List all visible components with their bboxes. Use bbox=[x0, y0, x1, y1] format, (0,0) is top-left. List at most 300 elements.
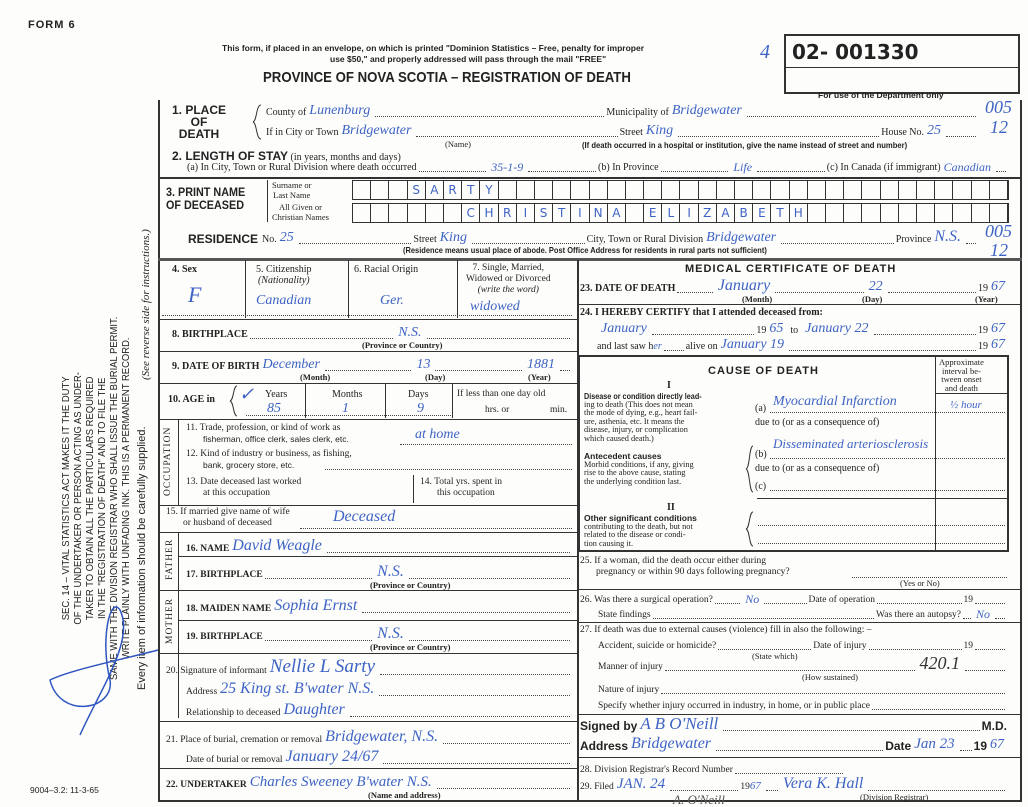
operation-date-label: Date of operation bbox=[808, 594, 875, 605]
county-value[interactable]: Lunenburg bbox=[309, 103, 371, 118]
side-line: SAME WITH THE DIVISION REGISTRAR WHO SHALL ISSUE THE BURIAL PERMIT. bbox=[108, 316, 120, 680]
age-days-label: Days bbox=[408, 389, 429, 400]
length-of-stay-note: (in years, months and days) bbox=[290, 152, 401, 163]
undertaker-row bbox=[166, 776, 572, 790]
dotted-leader bbox=[877, 603, 962, 604]
letter-box[interactable] bbox=[626, 204, 644, 222]
street-label: Street bbox=[619, 127, 643, 138]
part-1-label: I bbox=[667, 380, 671, 391]
dod-month[interactable]: January bbox=[717, 277, 771, 294]
letter-box[interactable]: Y bbox=[480, 181, 498, 199]
dotted-leader bbox=[419, 171, 487, 172]
dotted-leader bbox=[653, 618, 875, 619]
state-which-note: (State which) bbox=[752, 651, 798, 661]
dotted-leader bbox=[250, 338, 393, 339]
residence-no-value[interactable]: 25 bbox=[279, 230, 294, 245]
dotted-leader bbox=[868, 790, 1005, 791]
dotted-leader bbox=[975, 603, 1005, 604]
side-every-item: Every item of information should be carefully supplied. bbox=[136, 426, 148, 690]
house-label: House No. bbox=[881, 127, 925, 138]
letter-box[interactable] bbox=[899, 204, 917, 222]
to-year-prefix: 19 bbox=[978, 325, 988, 336]
form-label: FORM 6 bbox=[28, 19, 76, 31]
letter-box[interactable] bbox=[953, 204, 971, 222]
residence-province-value[interactable]: N.S. bbox=[934, 228, 961, 245]
stay-b-value[interactable]: Life bbox=[733, 160, 753, 174]
dotted-leader bbox=[747, 116, 976, 117]
stay-a-label: (a) In City, Town or Rural Division where death occurred bbox=[187, 162, 417, 173]
spouse-value[interactable]: Deceased bbox=[333, 508, 396, 525]
letter-box[interactable] bbox=[917, 181, 935, 199]
dod-day-note: (Day) bbox=[862, 294, 883, 304]
letter-box[interactable] bbox=[681, 181, 699, 199]
attended-to[interactable]: January 22 bbox=[805, 321, 869, 336]
dotted-leader bbox=[652, 334, 754, 335]
residence-label: RESIDENCE bbox=[188, 232, 259, 246]
letter-box[interactable]: A bbox=[717, 204, 735, 222]
father-birthplace-row bbox=[186, 563, 572, 580]
place-row-2 bbox=[266, 124, 978, 138]
from-year-prefix: 19 bbox=[756, 325, 767, 336]
racial-origin-value[interactable]: Ger. bbox=[380, 293, 404, 308]
letter-box[interactable]: E bbox=[644, 204, 662, 222]
how-sustained-note: (How sustained) bbox=[802, 672, 858, 682]
county-label: County of bbox=[266, 107, 307, 118]
dotted-leader bbox=[995, 618, 1005, 619]
letter-box[interactable] bbox=[699, 181, 717, 199]
attended-from-year[interactable]: 65 bbox=[769, 321, 784, 336]
dotted-leader bbox=[888, 292, 976, 293]
age-months-value[interactable]: 1 bbox=[342, 401, 349, 416]
dob-month-note: (Month) bbox=[300, 372, 331, 382]
q27-nature-row bbox=[598, 681, 1007, 695]
letter-box[interactable]: T bbox=[553, 204, 571, 222]
letter-box[interactable] bbox=[626, 181, 644, 199]
informant-address-row bbox=[186, 680, 572, 697]
direct-cause-label: Disease or condition directly lead- ing to death (This does not mean the mode of dying, e.g., heart fail- ure, asthenia, etc. It means the disease, injury, or complication which caused death.) bbox=[584, 391, 702, 443]
last-saw-pronoun[interactable]: er bbox=[653, 341, 662, 352]
cause-b-label: (b) bbox=[755, 449, 767, 460]
department-code: 12 bbox=[990, 240, 1008, 260]
letter-box[interactable] bbox=[808, 204, 826, 222]
letter-box[interactable] bbox=[953, 181, 971, 199]
burial-place-value[interactable]: Bridgewater, N.S. bbox=[325, 728, 439, 745]
letter-box[interactable] bbox=[990, 181, 1008, 199]
letter-box[interactable] bbox=[771, 181, 789, 199]
letter-box[interactable] bbox=[844, 181, 862, 199]
letter-box[interactable] bbox=[972, 181, 990, 199]
injury-date-label: Date of injury bbox=[813, 640, 867, 651]
age-hrs-label: hrs. or bbox=[485, 405, 510, 415]
letter-box[interactable] bbox=[862, 181, 880, 199]
alive-year-prefix: 19 bbox=[978, 341, 988, 352]
q25-label: 25. If a woman, did the death occur either during pregnancy or within 90 days following pregnancy? bbox=[580, 556, 790, 577]
dotted-leader bbox=[416, 136, 617, 137]
dotted-leader bbox=[435, 370, 522, 371]
letter-box[interactable]: A bbox=[426, 181, 444, 199]
dob-label: 9. DATE OF BIRTH bbox=[172, 361, 260, 372]
dob-year[interactable]: 1881 bbox=[527, 357, 555, 372]
q26-row-1 bbox=[580, 591, 1007, 605]
cause-of-death-box bbox=[578, 355, 1009, 552]
letter-box[interactable] bbox=[371, 204, 389, 222]
length-of-stay-label: 2. LENGTH OF STAY bbox=[172, 149, 289, 163]
dotted-leader bbox=[718, 649, 811, 650]
dob-month[interactable]: December bbox=[262, 357, 320, 372]
letter-box[interactable] bbox=[790, 181, 808, 199]
letter-box[interactable] bbox=[371, 181, 389, 199]
q11-value[interactable]: at home bbox=[415, 427, 460, 442]
dod-year[interactable]: 67 bbox=[991, 279, 1005, 294]
father-birthplace-value[interactable]: N.S. bbox=[377, 563, 404, 580]
letter-box[interactable]: A bbox=[608, 204, 626, 222]
letter-box[interactable]: L bbox=[662, 204, 680, 222]
street-value[interactable]: King bbox=[645, 123, 674, 138]
dotted-leader bbox=[946, 136, 976, 137]
dob-day[interactable]: 13 bbox=[416, 357, 431, 372]
given-name-boxes[interactable] bbox=[352, 203, 1009, 223]
father-side-label: FATHER bbox=[165, 538, 175, 580]
mother-birthplace-value[interactable]: N.S. bbox=[377, 625, 404, 642]
father-name-label: 16. NAME bbox=[186, 543, 230, 554]
letter-box[interactable]: R bbox=[499, 204, 517, 222]
dotted-leader bbox=[715, 603, 740, 604]
letter-box[interactable]: E bbox=[753, 204, 771, 222]
stay-c-label: (c) In Canada (if immigrant) bbox=[826, 162, 941, 173]
letter-box[interactable]: I bbox=[681, 204, 699, 222]
letter-box[interactable]: H bbox=[480, 204, 498, 222]
accident-label: Accident, suicide or homicide? bbox=[598, 640, 717, 651]
letter-box[interactable] bbox=[517, 181, 535, 199]
letter-box[interactable] bbox=[826, 204, 844, 222]
letter-box[interactable]: N bbox=[590, 204, 608, 222]
letter-box[interactable] bbox=[535, 181, 553, 199]
relationship-label: Relationship to deceased bbox=[186, 707, 281, 718]
father-name-row bbox=[186, 537, 572, 554]
stay-a-value[interactable]: 35-1-9 bbox=[491, 160, 524, 174]
dotted-leader bbox=[350, 716, 570, 717]
manner-code: 420.1 bbox=[919, 653, 960, 673]
signed-by-label: Signed by bbox=[580, 719, 638, 733]
letter-box[interactable]: H bbox=[790, 204, 808, 222]
signed-by-value[interactable]: A B O'Neill bbox=[640, 714, 719, 733]
signature-year-prefix: 19 bbox=[973, 739, 987, 753]
cause-a-value[interactable]: Myocardial Infarction bbox=[773, 394, 897, 409]
birthplace-value[interactable]: N.S. bbox=[398, 325, 422, 340]
surname-boxes[interactable] bbox=[352, 180, 1009, 200]
due-to-1: due to (or as a consequence of) bbox=[755, 417, 880, 428]
birthplace-note: (Province or Country) bbox=[362, 340, 443, 350]
letter-box[interactable] bbox=[881, 181, 899, 199]
occupation-side-label: OCCUPATION bbox=[163, 426, 173, 496]
registration-prefix-mark: 4 bbox=[760, 41, 770, 63]
dotted-leader bbox=[664, 350, 684, 351]
residence-no-label: No. bbox=[262, 234, 277, 245]
dotted-leader bbox=[443, 743, 570, 744]
side-see-reverse: (See reverse side for instructions.) bbox=[140, 229, 152, 380]
burial-date-value[interactable]: January 24/67 bbox=[285, 748, 379, 765]
dotted-leader bbox=[327, 552, 570, 553]
side-line: TAKER TO OBTAIN ALL THE PARTICULARS REQUIRED bbox=[84, 376, 96, 621]
dotted-leader bbox=[362, 612, 570, 613]
residence-street-value[interactable]: King bbox=[439, 230, 467, 245]
dotted-leader bbox=[963, 618, 971, 619]
letter-box[interactable]: T bbox=[771, 204, 789, 222]
dotted-leader bbox=[677, 292, 712, 293]
alive-year[interactable]: 67 bbox=[991, 337, 1005, 352]
findings-label: State findings bbox=[598, 609, 651, 620]
burial-place-row bbox=[166, 728, 572, 745]
dob-year-note: (Year) bbox=[528, 372, 551, 382]
dotted-leader bbox=[723, 730, 979, 731]
letter-box[interactable] bbox=[389, 181, 407, 199]
letter-box[interactable] bbox=[735, 181, 753, 199]
mother-birthplace-note: (Province or Country) bbox=[370, 642, 451, 652]
brace-icon bbox=[229, 385, 238, 417]
mother-name-row bbox=[186, 597, 572, 614]
side-line: OF THE UNDERTAKER OR PERSON ACTING AS UNDER- bbox=[72, 372, 84, 625]
municipality-label: Municipality of bbox=[606, 107, 669, 118]
age-less-label: If less than one day old bbox=[457, 389, 546, 399]
place-row-1 bbox=[266, 104, 978, 118]
notice-line-1: This form, if placed in an envelope, on which is printed "Dominion Statistics – Free, penalty for improper bbox=[222, 43, 645, 53]
registrar-note: (Division Registrar) bbox=[860, 792, 929, 802]
residence-province-label: Province bbox=[895, 234, 932, 245]
age-years-value[interactable]: 85 bbox=[267, 401, 281, 416]
department-code: 12 bbox=[990, 117, 1008, 137]
letter-box[interactable] bbox=[862, 204, 880, 222]
mother-name-label: 18. MAIDEN NAME bbox=[186, 603, 272, 614]
q28-row bbox=[580, 761, 845, 775]
q26-row-2 bbox=[598, 606, 1007, 620]
letter-box[interactable] bbox=[644, 181, 662, 199]
mother-birthplace-row bbox=[186, 625, 572, 642]
other-conditions-label: Other significant conditions contributing to the death, but not related to the disease or condi- tion causing it. bbox=[584, 513, 697, 548]
attended-row bbox=[598, 322, 1008, 336]
cause-c-label: (c) bbox=[755, 481, 767, 492]
letter-box[interactable]: R bbox=[444, 181, 462, 199]
signature-year[interactable]: 67 bbox=[990, 737, 1004, 752]
q27-accident-row bbox=[598, 637, 1007, 651]
racial-origin-label: 6. Racial Origin bbox=[354, 264, 419, 275]
dotted-leader bbox=[661, 171, 729, 172]
q11-label: 11. Trade, profession, or kind of work as fisherman, office clerk, sales clerk, etc. bbox=[186, 423, 349, 444]
signed-by-row bbox=[580, 714, 1007, 733]
signature-date-label: Date bbox=[885, 739, 912, 753]
letter-box[interactable] bbox=[844, 204, 862, 222]
residence-city-value[interactable]: Bridgewater bbox=[706, 230, 777, 245]
dotted-leader bbox=[427, 338, 570, 339]
dotted-leader bbox=[781, 243, 894, 244]
undertaker-value[interactable]: Charles Sweeney B'water N.S. bbox=[249, 774, 432, 790]
letter-box[interactable] bbox=[935, 181, 953, 199]
attended-to-year[interactable]: 67 bbox=[991, 321, 1005, 336]
brace-icon bbox=[745, 445, 754, 493]
letter-box[interactable] bbox=[408, 204, 426, 222]
dod-month-note: (Month) bbox=[742, 294, 773, 304]
letter-box[interactable] bbox=[353, 181, 371, 199]
certify-label: 24. I HEREBY CERTIFY that I attended deceased from: bbox=[580, 307, 823, 318]
sex-value[interactable]: F bbox=[188, 282, 202, 307]
letter-box[interactable] bbox=[935, 204, 953, 222]
letter-box[interactable] bbox=[899, 181, 917, 199]
informant-signature[interactable]: Nellie L Sarty bbox=[269, 656, 376, 677]
q12-label: 12. Kind of industry or business, as fishing, bank, grocery store, etc. bbox=[186, 449, 352, 470]
father-birthplace-label: 17. BIRTHPLACE bbox=[186, 569, 263, 580]
q14-label: 14. Total yrs. spent in this occupation bbox=[420, 477, 503, 498]
letter-box[interactable] bbox=[608, 181, 626, 199]
letter-box[interactable] bbox=[571, 181, 589, 199]
dotted-leader bbox=[789, 350, 976, 351]
dotted-leader bbox=[716, 750, 883, 751]
letter-box[interactable]: S bbox=[535, 204, 553, 222]
undertaker-label: 22. UNDERTAKER bbox=[166, 779, 247, 790]
letter-box[interactable] bbox=[972, 204, 990, 222]
dotted-leader bbox=[560, 370, 570, 371]
signature-address-value[interactable]: Bridgewater bbox=[631, 735, 712, 752]
undertaker-note: (Name and address) bbox=[368, 790, 441, 800]
letter-box[interactable]: I bbox=[517, 204, 535, 222]
dob-day-note: (Day) bbox=[425, 372, 446, 382]
dotted-leader bbox=[757, 171, 825, 172]
age-min-label: min. bbox=[550, 405, 568, 415]
letter-box[interactable] bbox=[990, 204, 1008, 222]
q27-label: 27. If death was due to external causes (violence) fill in also the following: – bbox=[580, 625, 872, 635]
autopsy-value[interactable]: No bbox=[975, 607, 990, 621]
residence-city-label: City, Town or Rural Division bbox=[586, 234, 704, 245]
letter-box[interactable] bbox=[353, 204, 371, 222]
age-check[interactable]: ✓ bbox=[239, 384, 255, 404]
filed-year-prefix: 19 bbox=[740, 781, 750, 792]
letter-box[interactable] bbox=[826, 181, 844, 199]
dotted-leader bbox=[265, 640, 372, 641]
q28-label: 28. Division Registrar's Record Number bbox=[580, 764, 733, 775]
letter-box[interactable]: I bbox=[571, 204, 589, 222]
letter-box[interactable]: Z bbox=[699, 204, 717, 222]
dotted-leader bbox=[409, 640, 570, 641]
alive-on-value[interactable]: January 19 bbox=[720, 337, 785, 352]
given-names-label: All Given or Christian Names bbox=[272, 202, 329, 222]
place-of-death-label: 1. PLACE OF DEATH bbox=[172, 103, 227, 141]
letter-box[interactable] bbox=[389, 204, 407, 222]
due-to-2: due to (or as a consequence of) bbox=[755, 463, 880, 474]
autopsy-label: Was there an autopsy? bbox=[876, 609, 961, 620]
letter-box[interactable] bbox=[717, 181, 735, 199]
marital-status-value[interactable]: widowed bbox=[470, 299, 520, 314]
letter-box[interactable]: T bbox=[462, 181, 480, 199]
informant-signature-label: 20. Signature of informant bbox=[166, 665, 267, 676]
dotted-leader bbox=[960, 750, 972, 751]
dod-day[interactable]: 22 bbox=[868, 279, 883, 294]
name-note: (Name) bbox=[445, 139, 471, 149]
age-days-value[interactable]: 9 bbox=[417, 401, 424, 416]
department-code: 005 bbox=[985, 97, 1012, 117]
side-line: WRITE PLAINLY WITH UNFADING INK. THIS IS A PERMANENT RECORD. bbox=[120, 337, 132, 660]
city-value[interactable]: Bridgewater bbox=[341, 123, 412, 138]
side-line: SEC. 14 – VITAL STATISTICS ACT MAKES IT THE DUTY bbox=[60, 376, 72, 621]
manner-label: Manner of injury bbox=[598, 661, 663, 672]
letter-box[interactable]: S bbox=[408, 181, 426, 199]
q13-label: 13. Date deceased last worked at this occupation bbox=[186, 477, 302, 498]
dotted-leader bbox=[678, 136, 879, 137]
letter-box[interactable] bbox=[808, 181, 826, 199]
stay-c-value[interactable]: Canadian bbox=[943, 160, 991, 174]
letter-box[interactable]: B bbox=[735, 204, 753, 222]
filed-year[interactable]: 67 bbox=[749, 780, 761, 792]
letter-box[interactable] bbox=[590, 181, 608, 199]
letter-box[interactable] bbox=[426, 204, 444, 222]
dotted-leader bbox=[379, 695, 570, 696]
dod-year-prefix: 19 bbox=[978, 283, 988, 294]
dotted-leader bbox=[775, 292, 863, 293]
hospital-note: (If death occurred in a hospital or institution, give the name instead of street and number) bbox=[582, 140, 908, 150]
registration-number-box bbox=[784, 34, 1020, 94]
mother-maiden-name-value[interactable]: Sophia Ernst bbox=[274, 597, 358, 614]
letter-box[interactable]: C bbox=[462, 204, 480, 222]
brace-icon bbox=[745, 511, 754, 547]
spouse-label: 15. If married give name of wife or husband of deceased bbox=[166, 507, 290, 528]
citizenship-value[interactable]: Canadian bbox=[256, 293, 312, 308]
city-label: If in City or Town bbox=[266, 127, 339, 138]
signature-date-value[interactable]: Jan 23 bbox=[914, 736, 955, 752]
letter-box[interactable] bbox=[662, 181, 680, 199]
house-value[interactable]: 25 bbox=[927, 123, 942, 138]
last-saw-row bbox=[597, 338, 1008, 352]
print-name-label: 3. PRINT NAME OF DECEASED bbox=[166, 185, 246, 212]
form-code: 9004–3.2: 11-3-65 bbox=[30, 785, 99, 795]
marital-status-label: 7. Single, Married, Widowed or Divorced (write the word) bbox=[466, 263, 551, 295]
informant-address-label: Address bbox=[186, 686, 218, 697]
mother-birthplace-label: 19. BIRTHPLACE bbox=[186, 631, 263, 642]
letter-box[interactable] bbox=[444, 204, 462, 222]
letter-box[interactable] bbox=[553, 181, 571, 199]
burial-date-label: Date of burial or removal bbox=[186, 754, 283, 765]
residence-street-label: Street bbox=[413, 234, 437, 245]
informant-address[interactable]: 25 King st. B'water N.S. bbox=[220, 680, 375, 697]
burial-place-label: 21. Place of burial, cremation or removal bbox=[166, 734, 323, 745]
dotted-leader bbox=[872, 709, 1005, 710]
md-label: M.D. bbox=[981, 719, 1007, 733]
dotted-leader bbox=[965, 670, 1005, 671]
dotted-leader bbox=[766, 790, 778, 791]
dotted-leader bbox=[975, 649, 1005, 650]
age-months-label: Months bbox=[332, 389, 363, 400]
cause-a-interval[interactable]: ½ hour bbox=[950, 399, 982, 411]
dod-row bbox=[580, 277, 1008, 294]
dod-label: 23. DATE OF DEATH bbox=[580, 283, 676, 294]
father-name-value[interactable]: David Weagle bbox=[232, 537, 322, 554]
relationship-value[interactable]: Daughter bbox=[283, 701, 345, 718]
surgical-operation-value[interactable]: No bbox=[745, 592, 760, 606]
division-registrar-signature[interactable]: Vera K. Hall bbox=[782, 775, 864, 792]
dotted-leader bbox=[265, 578, 372, 579]
signature-address-row bbox=[580, 735, 1007, 753]
side-line: IN THE "REGISTRATION OF DEATH" AND TO FILE THE bbox=[96, 377, 108, 620]
letter-box[interactable] bbox=[917, 204, 935, 222]
cause-heading: CAUSE OF DEATH bbox=[708, 365, 819, 377]
municipality-value[interactable]: Bridgewater bbox=[671, 103, 742, 118]
attended-from[interactable]: January bbox=[601, 321, 647, 336]
letter-box[interactable] bbox=[753, 181, 771, 199]
cause-b-value[interactable]: Disseminated arteriosclerosis bbox=[773, 436, 929, 451]
age-years-label: Years bbox=[265, 389, 288, 400]
letter-box[interactable] bbox=[499, 181, 517, 199]
filed-date[interactable]: JAN. 24 bbox=[616, 776, 666, 792]
letter-box[interactable] bbox=[881, 204, 899, 222]
mother-side-label: MOTHER bbox=[165, 597, 175, 644]
q26-label: 26. Was there a surgical operation? bbox=[580, 594, 713, 605]
dotted-leader bbox=[665, 670, 915, 671]
